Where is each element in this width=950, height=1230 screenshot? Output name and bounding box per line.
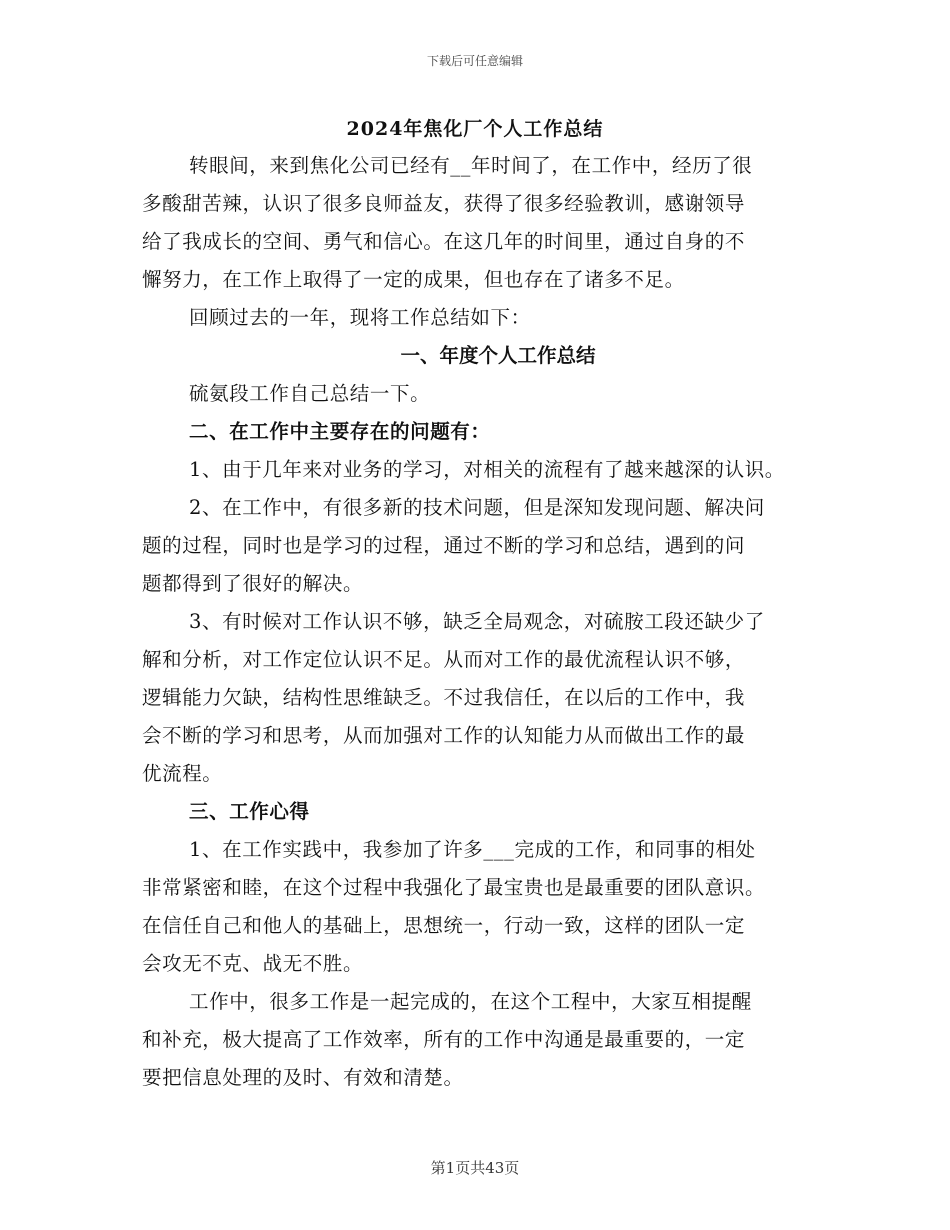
document-title: 2024年焦化厂个人工作总结 — [346, 118, 604, 140]
paragraph-line: 要把信息处理的及时、有效和清楚。 — [142, 1066, 464, 1089]
paragraph-line: 非常紧密和睦，在这个过程中我强化了最宝贵也是最重要的团队意识。 — [142, 876, 766, 899]
paragraph-line: 和补充，极大提高了工作效率，所有的工作中沟通是最重要的，一定 — [142, 1028, 746, 1051]
section-heading-1: 一、年度个人工作总结 — [400, 344, 596, 367]
page-header-note: 下载后可任意编辑 — [426, 54, 523, 68]
paragraph-line: 优流程。 — [142, 762, 223, 785]
paragraph-line: 多酸甜苦辣，认识了很多良师益友，获得了很多经验教训，感谢领导 — [142, 192, 746, 215]
paragraph-line: 懈努力，在工作上取得了一定的成果，但也存在了诸多不足。 — [142, 268, 685, 291]
section-heading-2: 二、在工作中主要存在的问题有： — [189, 420, 491, 443]
paragraph-line: 1、由于几年来对业务的学习，对相关的流程有了越来越深的认识。 — [189, 458, 785, 481]
paragraph-line: 3、有时候对工作认识不够，缺乏全局观念，对硫胺工段还缺少了 — [189, 610, 765, 633]
page-number-footer: 第1页共43页 — [430, 1159, 520, 1177]
paragraph-line: 会不断的学习和思考，从而加强对工作的认知能力从而做出工作的最 — [142, 724, 746, 747]
paragraph-line: 转眼间，来到焦化公司已经有__年时间了，在工作中，经历了很 — [189, 154, 753, 177]
paragraph-line: 题的过程，同时也是学习的过程，通过不断的学习和总结，遇到的问 — [142, 534, 746, 557]
paragraph-line: 回顾过去的一年，现将工作总结如下： — [189, 306, 531, 329]
paragraph-line: 1、在工作实践中，我参加了许多___完成的工作，和同事的相处 — [189, 838, 756, 861]
paragraph-line: 在信任自己和他人的基础上，思想统一，行动一致，这样的团队一定 — [142, 914, 746, 937]
paragraph-line: 逻辑能力欠缺，结构性思维缺乏。不过我信任，在以后的工作中，我 — [142, 686, 746, 709]
paragraph-line: 题都得到了很好的解决。 — [142, 572, 364, 595]
section-heading-3: 三、工作心得 — [189, 800, 310, 823]
paragraph-line: 工作中，很多工作是一起完成的，在这个工程中，大家互相提醒 — [189, 990, 752, 1013]
paragraph-line: 解和分析，对工作定位认识不足。从而对工作的最优流程认识不够， — [142, 648, 746, 671]
paragraph-line: 会攻无不克、战无不胜。 — [142, 952, 364, 975]
paragraph-line: 硫氨段工作自己总结一下。 — [189, 382, 431, 405]
paragraph-line: 2、在工作中，有很多新的技术问题，但是深知发现问题、解决问 — [189, 496, 765, 519]
paragraph-line: 给了我成长的空间、勇气和信心。在这几年的时间里，通过自身的不 — [142, 230, 746, 253]
